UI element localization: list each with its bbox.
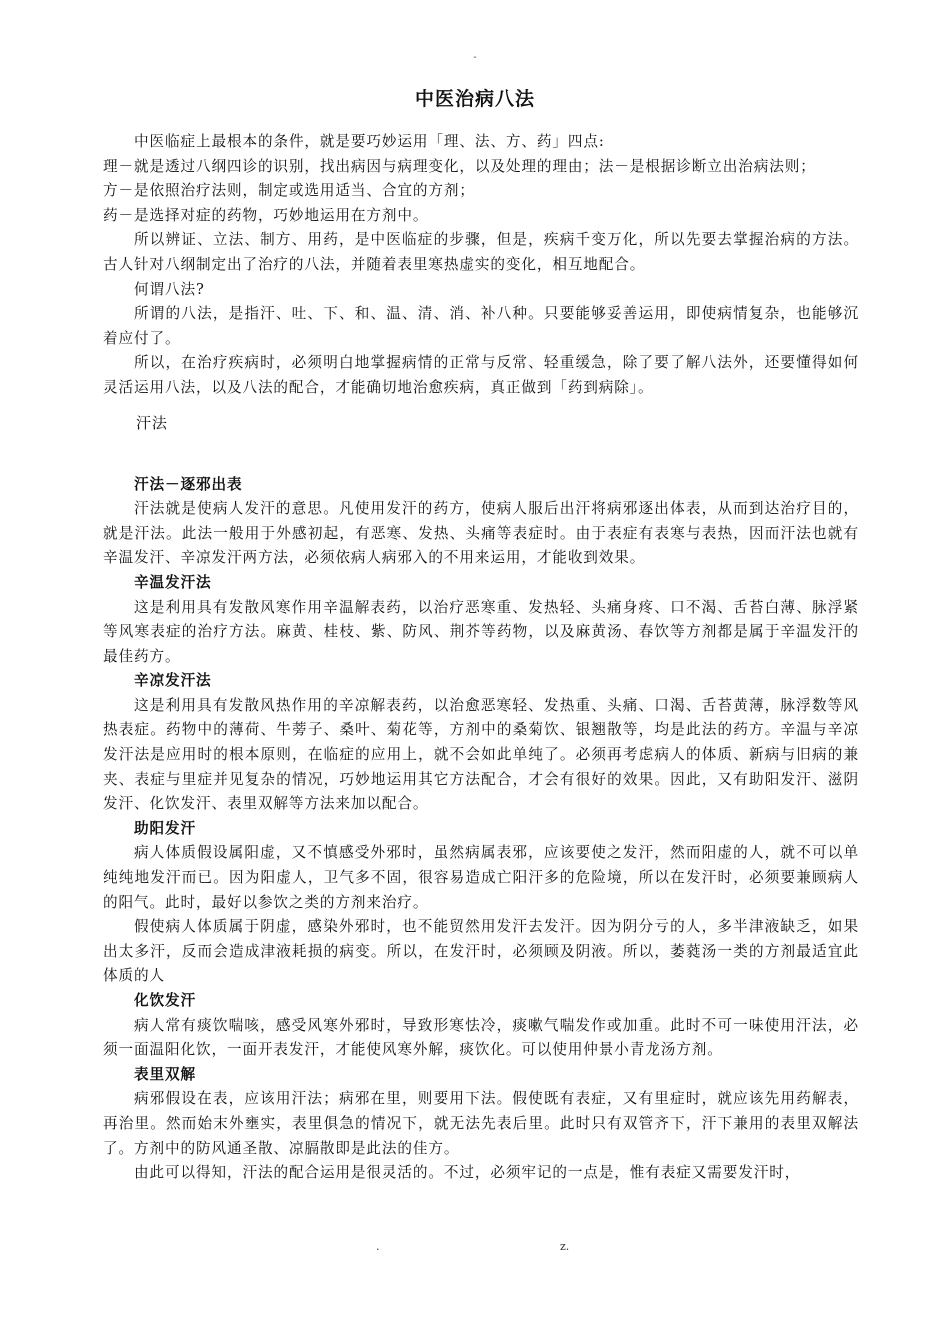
subsection-heading: 汗法－逐邪出表 xyxy=(134,475,243,493)
header-mark: - xyxy=(473,52,477,63)
intro-paragraph: 中医临症上最根本的条件，就是要巧妙运用「理、法、方、药」四点: xyxy=(134,133,605,150)
intro-paragraph: 所以，在治疗疾病时，必须明白地掌握病情的正常与反常、轻重缓急，除了要了解八法外，还要懂得如何灵活运用八法，以及八法的配合，才能确切地治愈疾病，真正做到「药到病除」。 xyxy=(103,354,859,396)
intro-paragraph: 所以辨证、立法、制方、用药，是中医临症的步骤，但是，疾病千变万化，所以先要去掌握治病的方法。古人针对八纲制定出了治疗的八法，并随着表里寒热虚实的变化，相互地配合。 xyxy=(103,231,859,273)
document-title: 中医治病八法 xyxy=(414,88,535,110)
footer-right-mark: z. xyxy=(560,1240,570,1253)
section-title: 汗法 xyxy=(136,413,168,432)
body-paragraph: 病人体质假设属阳虚，又不慎感受外邪时，虽然病属表邪，应该要使之发汗，然而阳虚的人，就不可以单纯纯地发汗而已。因为阳虚人，卫气多不固，很容易造成亡阳汗多的危险境，所以在发汗时，必须要兼顾病人的阳气。此时，最好以参饮之类的方剂来治疗。 xyxy=(103,844,859,911)
body-paragraph: 病邪假设在表，应该用汗法；病邪在里，则要用下法。假使既有表症，又有里症时，就应该先用药解表，再治里。然而始末外壅实，表里俱急的情况下，就无法先表后里。此时只有双管齐下，汗下兼用的表里双解法了。方剂中的防风通圣散、凉膈散即是此法的佳方。 xyxy=(103,1090,859,1157)
intro-paragraph: 何谓八法? xyxy=(134,280,205,298)
body-paragraph: 这是利用具有发散风热作用的辛凉解表药，以治愈恶寒轻、发热重、头痛、口渴、舌苔黄薄，脉浮数等风热表症。药物中的薄荷、牛蒡子、桑叶、菊花等，方剂中的桑菊饮、银翘散等，均是此法的药方。辛温与辛凉发汗法是应用时的根本原则，在临症的应用上，就不会如此单纯了。必须再考虑病人的体质、新病与旧病的兼夹、表症与里症并见复杂的情况，巧妙地运用其它方法配合，才会有很好的效果。因此，又有助阳发汗、滋阴发汗、化饮发汗、表里双解等方法来加以配合。 xyxy=(103,696,859,813)
intro-paragraph: 方－是依照治疗法则，制定或选用适当、合宜的方剂； xyxy=(103,182,475,200)
intro-paragraph: 理－就是透过八纲四诊的识别，找出病因与病理变化，以及处理的理由；法－是根据诊断立出治病法则； xyxy=(103,157,816,175)
body-paragraph: 由此可以得知，汗法的配合运用是很灵活的。不过，必须牢记的一点是，惟有表症又需要发汗时， xyxy=(134,1164,801,1182)
subsection-heading: 辛凉发汗法 xyxy=(134,672,212,690)
body-paragraph: 病人常有痰饮喘咳，感受风寒外邪时，导致形寒怯冷，痰嗽气喘发作或加重。此时不可一味使用汗法，必须一面温阳化饮，一面开表发汗，才能使风寒外解，痰饮化。可以使用仲景小青龙汤方剂。 xyxy=(103,1016,859,1059)
footer-left-mark: . xyxy=(376,1240,380,1253)
intro-paragraph: 药－是选择对症的药物，巧妙地运用在方剂中。 xyxy=(103,206,429,224)
subsection-heading: 表里双解 xyxy=(134,1065,196,1083)
subsection-heading: 辛温发汗法 xyxy=(134,573,212,591)
body-paragraph: 汗法就是使病人发汗的意思。凡使用发汗的药方，使病人服后出汗将病邪逐出体表，从而到达治疗目的，就是汗法。此法一般用于外感初起，有恶寒、发热、头痛等表症时。由于表症有表寒与表热，因而汗法也就有辛温发汗、辛凉发汗两方法，必须依病人病邪入的不用来运用，才能收到效果。 xyxy=(103,500,859,567)
subsection-heading: 助阳发汗 xyxy=(134,819,196,837)
subsection-heading: 化饮发汗 xyxy=(134,992,196,1009)
document-body xyxy=(103,130,859,1186)
body-paragraph: 假使病人体质属于阴虚，感染外邪时，也不能贸然用发汗去发汗。因为阴分亏的人，多半津液缺乏，如果出太多汗，反而会造成津液耗损的病变。所以，在发汗时，必须顾及阴液。所以，萎蕤汤一类的方剂最适宜此体质的人 xyxy=(103,918,859,985)
intro-paragraph: 所谓的八法，是指汗、吐、下、和、温、清、消、补八种。只要能够妥善运用，即使病情复杂，也能够沉着应付了。 xyxy=(103,305,859,347)
body-paragraph: 这是利用具有发散风寒作用辛温解表药，以治疗恶寒重、发热轻、头痛身疼、口不渴、舌苔白薄、脉浮紧等风寒表症的治疗方法。麻黄、桂枝、紫、防风、荆芥等药物，以及麻黄汤、春饮等方剂都是属于辛温发汗的最佳药方。 xyxy=(103,598,859,665)
